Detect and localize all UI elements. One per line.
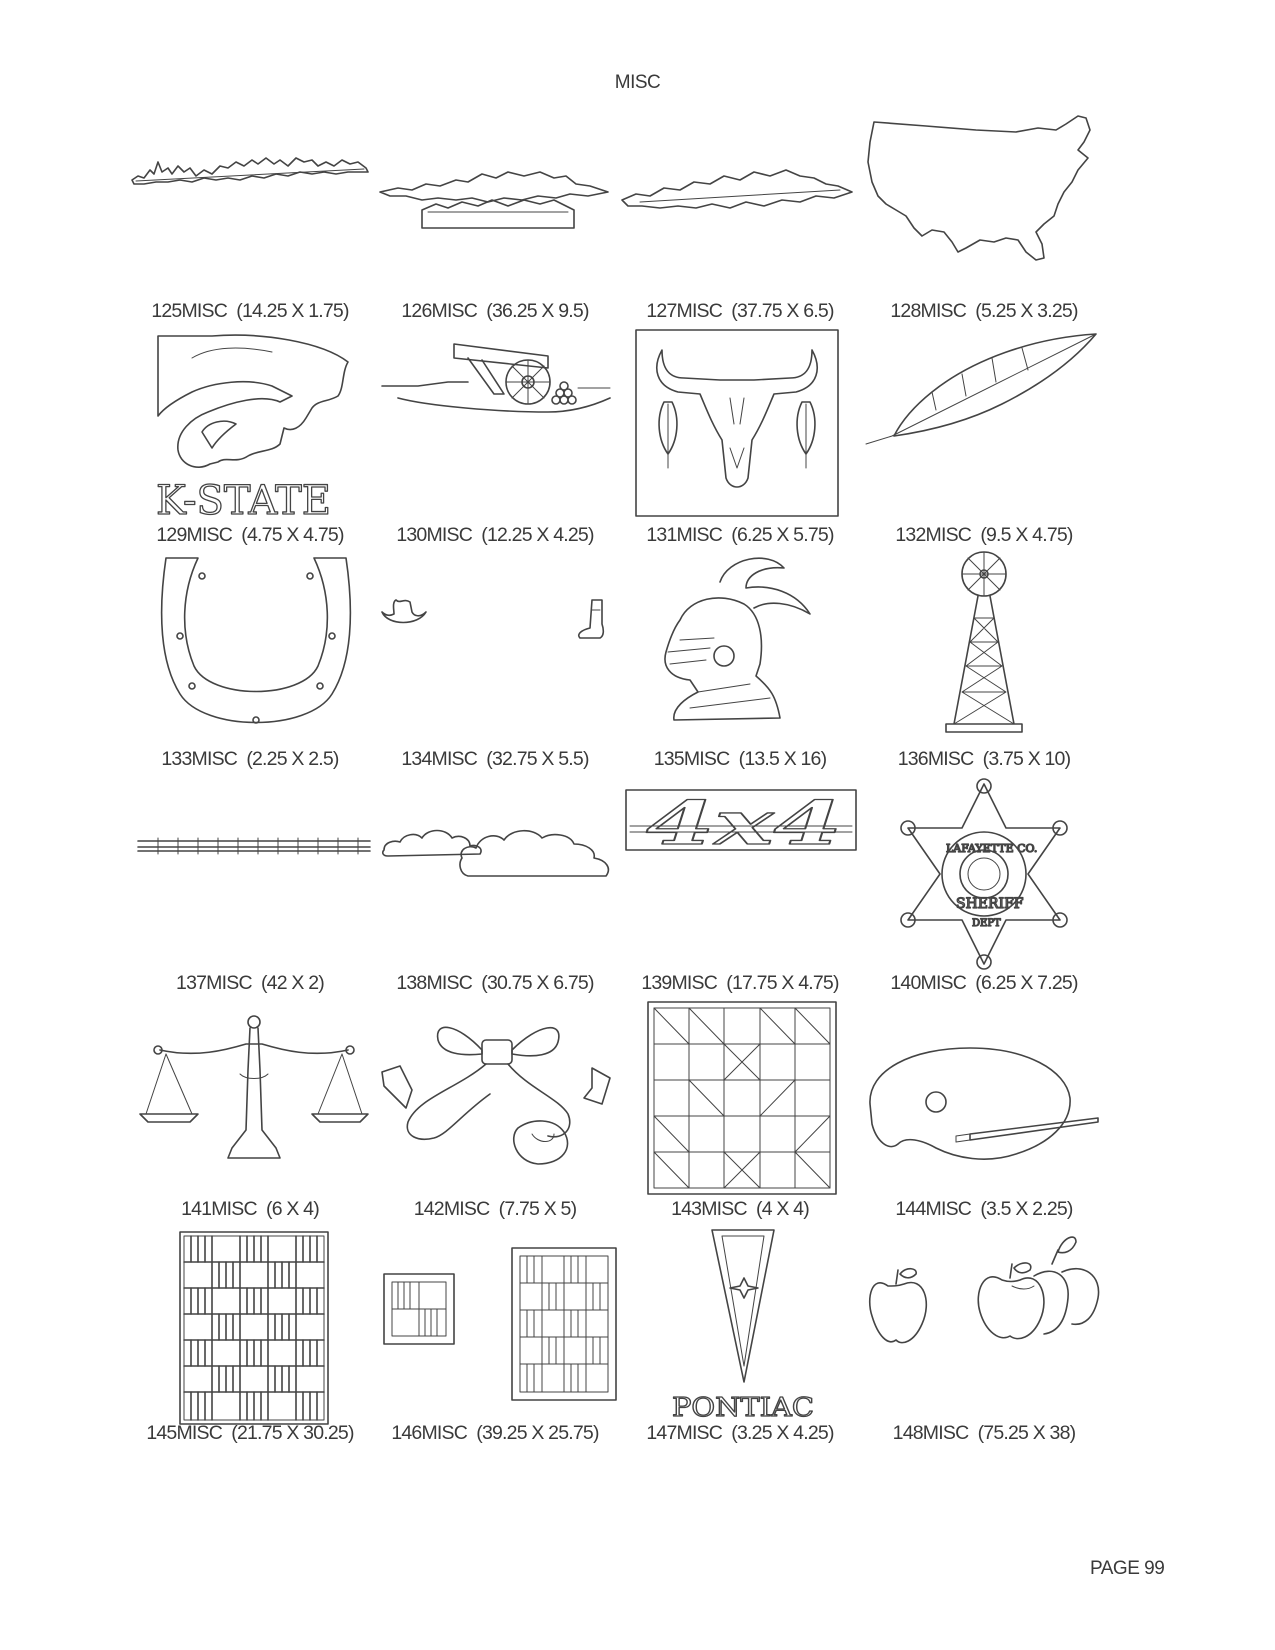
item-size: (6.25 X 5.75) (731, 524, 834, 546)
quilt-block-icon (646, 1000, 838, 1196)
item-caption (834, 972, 1134, 995)
item-code: 148MISC (892, 1422, 969, 1444)
cloud-banks-icon (378, 166, 614, 246)
item-code: 126MISC (401, 300, 478, 322)
quilt-large-icon (178, 1230, 330, 1426)
windmill-tower-icon (942, 548, 1026, 734)
quilt-squares-icon (380, 1246, 620, 1402)
pontiac-wordmark: PONTIAC (672, 1393, 814, 1423)
fence-rail-icon (136, 836, 372, 856)
item-code: 141MISC (181, 1198, 257, 1220)
item-size: (32.75 X 5.5) (486, 748, 589, 770)
badge-sheriff-text: SHERIFF (956, 896, 1024, 912)
item-code: 142MISC (413, 1198, 490, 1220)
treeline-silhouette-icon (128, 148, 373, 193)
item-size: (21.75 X 30.25) (231, 1422, 354, 1444)
item-size: (2.25 X 2.5) (246, 748, 339, 770)
item-size: (12.25 X 4.25) (481, 524, 594, 546)
item-code: 135MISC (653, 748, 730, 770)
sheriff-star-badge-icon (896, 776, 1072, 972)
paint-palette-icon (866, 1044, 1102, 1176)
item-size: (42 X 2) (260, 972, 324, 994)
item-size: (3.75 X 10) (982, 748, 1071, 770)
item-size: (3.25 X 4.25) (731, 1422, 834, 1444)
cloud-bank-icon (620, 166, 856, 216)
item-size: (6 X 4) (266, 1198, 319, 1220)
item-caption (834, 1198, 1134, 1221)
item-size: (4.75 X 4.75) (241, 524, 344, 546)
4x4-wordmark: 4x4 (646, 789, 842, 859)
item-size: (7.75 X 5) (498, 1198, 577, 1220)
item-code: 127MISC (646, 300, 723, 322)
item-size: (6.25 X 7.25) (975, 972, 1078, 994)
pontiac-arrowhead-icon (668, 1226, 818, 1422)
horseshoe-icon (158, 552, 354, 738)
k-state-wildcat-icon (152, 332, 357, 522)
cowboy-hat-boot-icon (378, 596, 614, 646)
item-code: 139MISC (641, 972, 718, 994)
item-caption (834, 748, 1134, 771)
item-size: (14.25 X 1.75) (236, 300, 349, 322)
knight-helmet-icon (650, 548, 826, 732)
item-code: 146MISC (391, 1422, 467, 1444)
item-size: (13.5 X 16) (738, 748, 827, 770)
item-size: (39.25 X 25.75) (476, 1422, 599, 1444)
item-code: 133MISC (161, 748, 238, 770)
item-size: (9.5 X 4.75) (980, 524, 1073, 546)
item-code: 134MISC (401, 748, 478, 770)
item-code: 137MISC (176, 972, 252, 994)
item-code: 129MISC (156, 524, 233, 546)
k-state-wordmark: K-STATE (156, 478, 331, 524)
apples-icon (862, 1228, 1106, 1356)
item-code: 125MISC (151, 300, 228, 322)
item-size: (4 X 4) (756, 1198, 809, 1220)
usa-map-icon (866, 112, 1098, 264)
item-code: 130MISC (396, 524, 473, 546)
item-code: 147MISC (646, 1422, 723, 1444)
4x4-emblem-icon (624, 786, 858, 859)
item-code: 140MISC (890, 972, 967, 994)
item-size: (3.5 X 2.25) (980, 1198, 1073, 1220)
cannon-icon (378, 336, 614, 420)
scales-of-justice-icon (136, 1010, 372, 1162)
page-number: PAGE 99 (1090, 1558, 1165, 1579)
item-code: 131MISC (646, 524, 723, 546)
steer-skull-feathers-icon (634, 328, 840, 518)
item-caption (834, 1422, 1134, 1445)
item-code: 136MISC (897, 748, 974, 770)
badge-county-text: LAFAYETTE CO. (946, 842, 1038, 855)
item-size: (36.25 X 9.5) (486, 300, 589, 322)
item-code: 144MISC (895, 1198, 972, 1220)
item-size: (17.75 X 4.75) (726, 972, 839, 994)
item-size: (75.25 X 38) (977, 1422, 1076, 1444)
item-code: 143MISC (671, 1198, 747, 1220)
item-code: 132MISC (895, 524, 972, 546)
item-caption (834, 300, 1134, 323)
feather-icon (862, 330, 1100, 450)
item-code: 145MISC (146, 1422, 222, 1444)
item-caption (834, 524, 1134, 547)
page-title: MISC (614, 72, 661, 93)
item-size: (5.25 X 3.25) (975, 300, 1078, 322)
item-code: 128MISC (890, 300, 967, 322)
badge-dept-text: DEPT (972, 918, 1001, 929)
item-code: 138MISC (396, 972, 473, 994)
item-size: (37.75 X 6.5) (731, 300, 834, 322)
clouds-icon (380, 822, 616, 882)
ribbon-bow-icon (378, 1018, 616, 1172)
item-size: (30.75 X 6.75) (481, 972, 594, 994)
